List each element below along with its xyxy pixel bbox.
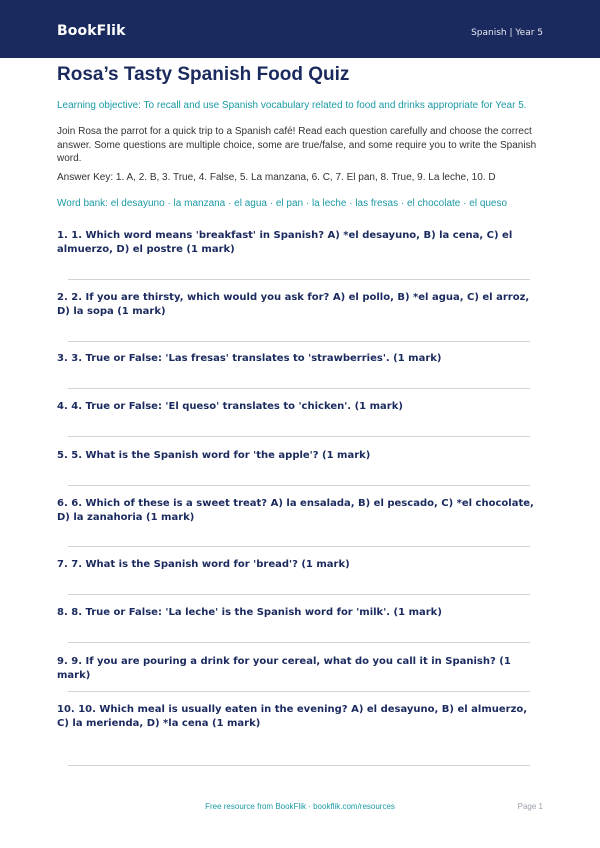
question-9: 9. 9. If you are pouring a drink for your cereal, what do you call it in Spanish? (1 mark) bbox=[57, 656, 511, 681]
question-2: 2. 2. If you are thirsty, which would you ask for? A) el pollo, B) *el agua, C) el arroz, D) la sopa (1 mark) bbox=[57, 292, 530, 317]
question-5: 5. 5. What is the Spanish word for 'the apple'? (1 mark) bbox=[57, 450, 371, 461]
answer-line-8 bbox=[68, 642, 530, 643]
question-10: 10. 10. Which meal is usually eaten in the evening? A) el desayuno, B) el almuerzo, C) la merienda, D) *la cena (1 mark) bbox=[57, 704, 528, 729]
subject-year-label: Spanish | Year 5 bbox=[471, 28, 543, 38]
header-bar bbox=[0, 0, 600, 58]
answer-line-6 bbox=[68, 546, 530, 547]
answer-line-2 bbox=[68, 341, 530, 342]
word-bank: Word bank: el desayuno · la manzana · el agua · el pan · la leche · las fresas · el chocolate · el queso bbox=[57, 198, 508, 209]
intro-text: Join Rosa the parrot for a quick trip to a Spanish café! Read each question carefully and choose the correct answer. Some questions are multiple choice, some are true/false, and some require you to write the Spanish word. bbox=[57, 126, 537, 164]
question-7: 7. 7. What is the Spanish word for 'bread'? (1 mark) bbox=[57, 559, 350, 570]
answer-line-9 bbox=[68, 691, 530, 692]
learning-objective: Learning objective: To recall and use Spanish vocabulary related to food and drinks appropriate for Year 5. bbox=[57, 100, 527, 111]
answer-line-5 bbox=[68, 485, 530, 486]
footer-link[interactable]: Free resource from BookFlik · bookflik.com/resources bbox=[205, 802, 395, 811]
answer-line-3 bbox=[68, 388, 530, 389]
question-8: 8. 8. True or False: 'La leche' is the Spanish word for 'milk'. (1 mark) bbox=[57, 607, 442, 618]
page-number: Page 1 bbox=[517, 802, 543, 811]
question-3: 3. 3. True or False: 'Las fresas' translates to 'strawberries'. (1 mark) bbox=[57, 353, 442, 364]
answer-line-1 bbox=[68, 279, 530, 280]
question-4: 4. 4. True or False: 'El queso' translates to 'chicken'. (1 mark) bbox=[57, 401, 403, 412]
answer-line-4 bbox=[68, 436, 530, 437]
answer-line-7 bbox=[68, 594, 530, 595]
answer-line-10 bbox=[68, 765, 530, 766]
question-6: 6. 6. Which of these is a sweet treat? A) la ensalada, B) el pescado, C) *el chocolate, D) la zanahoria (1 mark) bbox=[57, 498, 534, 523]
brand-logo[interactable]: BookFlik bbox=[57, 23, 126, 39]
page-title: Rosa’s Tasty Spanish Food Quiz bbox=[57, 64, 350, 85]
question-1: 1. 1. Which word means 'breakfast' in Spanish? A) *el desayuno, B) la cena, C) el almuerzo, D) el postre (1 mark) bbox=[57, 230, 513, 255]
answer-key: Answer Key: 1. A, 2. B, 3. True, 4. False, 5. La manzana, 6. C, 7. El pan, 8. True, 9. La leche, 10. D bbox=[57, 172, 496, 183]
